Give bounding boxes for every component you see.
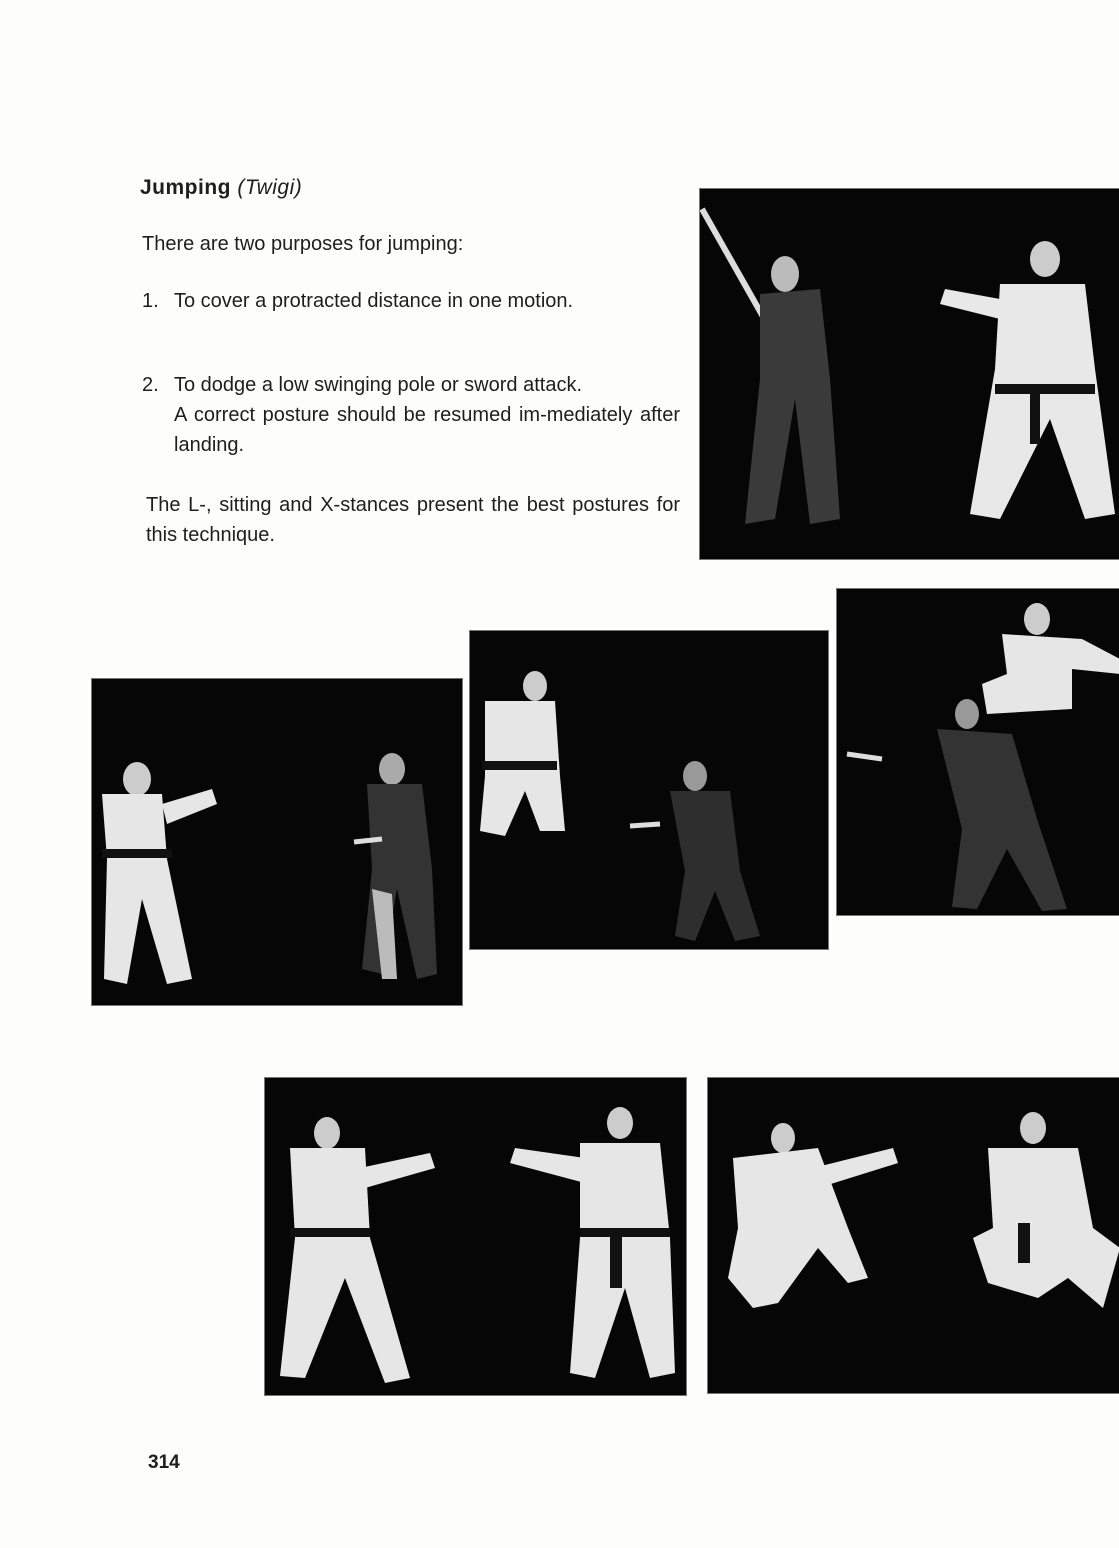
- list-item-1: [142, 286, 680, 316]
- photo-pole-attack: [699, 188, 1119, 560]
- section-heading: [140, 176, 302, 200]
- intro-text: There are two purposes for jumping:: [142, 233, 464, 255]
- heading-title: Jumping: [140, 176, 231, 199]
- photo-knife-facing: [91, 678, 463, 1006]
- photo-midair-jump: [836, 588, 1119, 916]
- closing-paragraph: The L-, sitting and X-stances present the best postures for this technique.: [146, 494, 680, 546]
- photo-jump-over-knife: [469, 630, 829, 950]
- list-item-note: A correct posture should be resumed im-mediately after landing.: [174, 404, 680, 456]
- heading-subtitle: (Twigi): [237, 176, 303, 199]
- list-item-number: 1.: [142, 290, 159, 312]
- list-item-2: [142, 370, 680, 460]
- page-number: 314: [148, 1452, 180, 1473]
- list-item-number: 2.: [142, 374, 159, 396]
- list-item-text: To cover a protracted distance in one motion.: [174, 290, 574, 312]
- figures-illustration: [700, 189, 1119, 559]
- list-item-text: To dodge a low swinging pole or sword attack.: [174, 374, 583, 396]
- photo-simultaneous-jump: [707, 1077, 1119, 1394]
- photo-guard-stances: [264, 1077, 687, 1396]
